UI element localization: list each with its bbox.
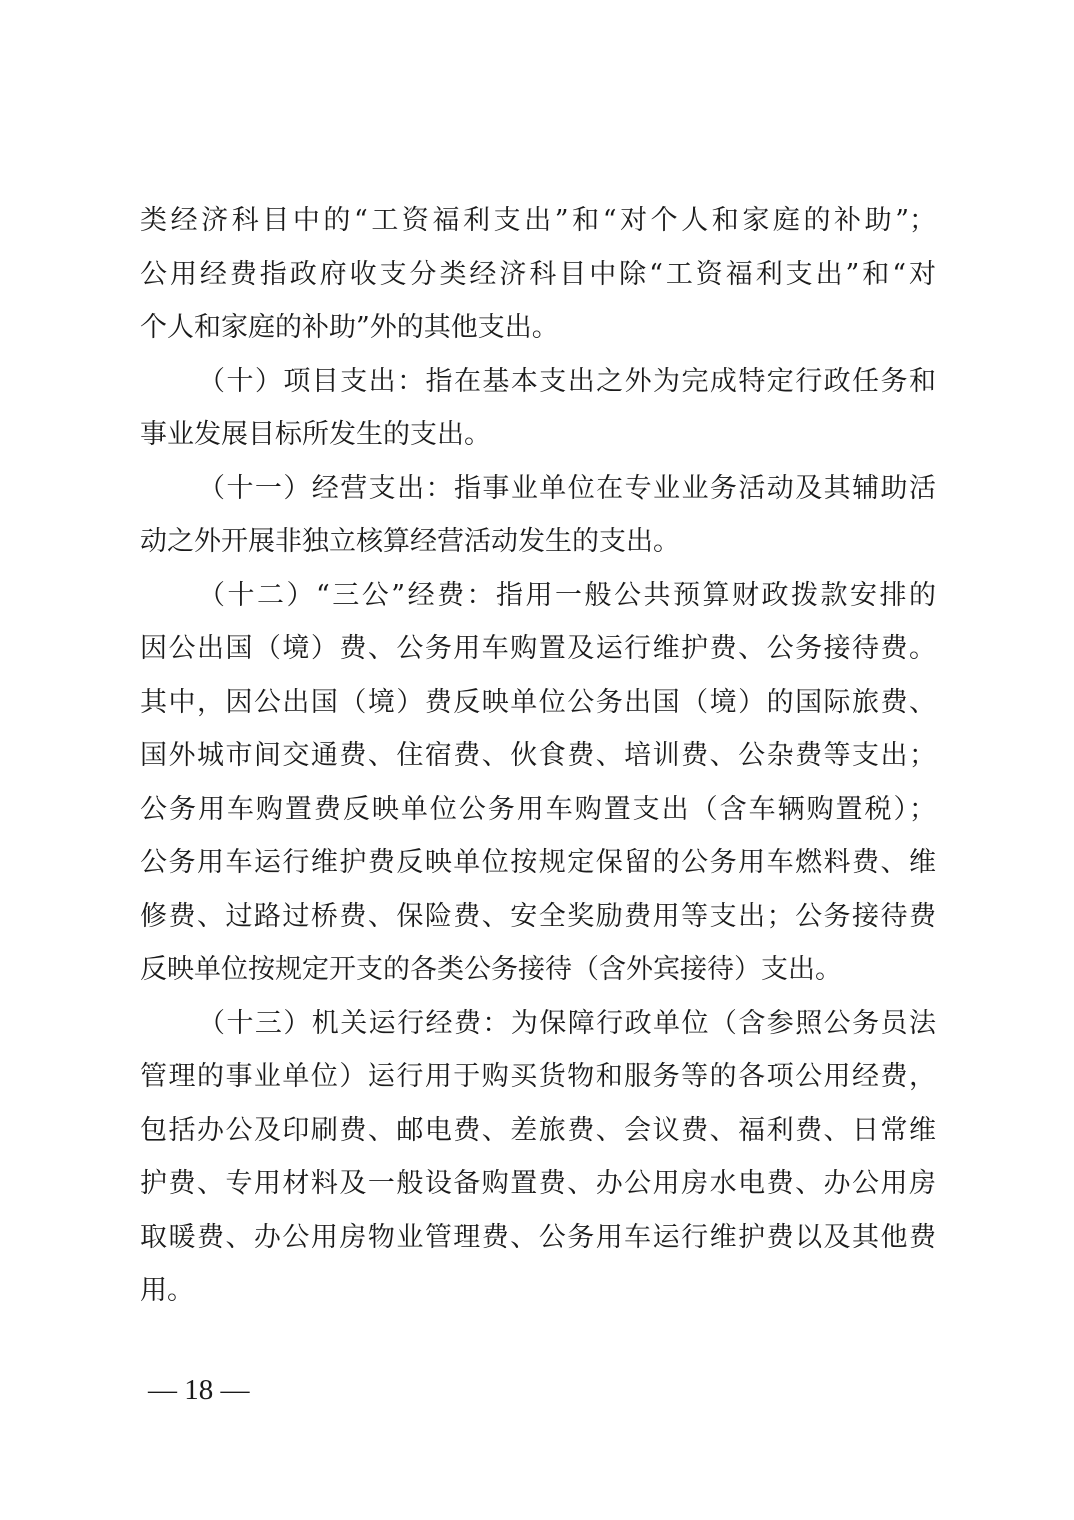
text-line: 其中，因公出国（境）费反映单位公务出国（境）的国际旅费、: [140, 686, 936, 718]
body-text: [140, 194, 936, 1318]
text-line: 动之外开展非独立核算经营活动发生的支出。: [140, 526, 680, 557]
text-line: 因公出国（境）费、公务用车购置及运行维护费、公务接待费。: [140, 633, 936, 664]
text-line: 包括办公及印刷费、邮电费、差旅费、会议费、福利费、日常维: [140, 1114, 936, 1146]
paragraph-heading-line: （十）项目支出：指在基本支出之外为完成特定行政任务和: [198, 365, 936, 397]
paragraph-heading-line: （十一）经营支出：指事业单位在专业业务活动及其辅助活: [198, 472, 936, 504]
text-line: 个人和家庭的补助”外的其他支出。: [140, 312, 559, 343]
text-line: 修费、过路过桥费、保险费、安全奖励费用等支出；公务接待费: [140, 900, 936, 932]
text-line: 类经济科目中的“工资福利支出”和“对个人和家庭的补助”；: [140, 205, 936, 236]
text-line: 取暖费、办公用房物业管理费、公务用车运行维护费以及其他费: [140, 1221, 936, 1253]
text-line: 事业发展目标所发生的支出。: [140, 419, 491, 450]
paragraph-heading-line: （十三）机关运行经费：为保障行政单位（含参照公务员法: [198, 1007, 936, 1039]
paragraph-heading-line: （十二）“三公”经费：指用一般公共预算财政拨款安排的: [198, 579, 936, 611]
text-line: 公务用车运行维护费反映单位按规定保留的公务用车燃料费、维: [140, 847, 936, 878]
text-line: 国外城市间交通费、住宿费、伙食费、培训费、公杂费等支出；: [140, 740, 936, 771]
text-line: 用。: [140, 1275, 194, 1306]
text-line: 公务用车购置费反映单位公务用车购置支出（含车辆购置税）；: [140, 793, 936, 825]
text-line: 公用经费指政府收支分类经济科目中除“工资福利支出”和“对: [140, 258, 936, 290]
text-line: 护费、专用材料及一般设备购置费、办公用房水电费、办公用房: [140, 1168, 936, 1199]
text-line: 管理的事业单位）运行用于购买货物和服务等的各项公用经费，: [140, 1061, 936, 1092]
text-line: 反映单位按规定开支的各类公务接待（含外宾接待）支出。: [140, 954, 842, 985]
page-number: — 18 —: [148, 1374, 250, 1406]
